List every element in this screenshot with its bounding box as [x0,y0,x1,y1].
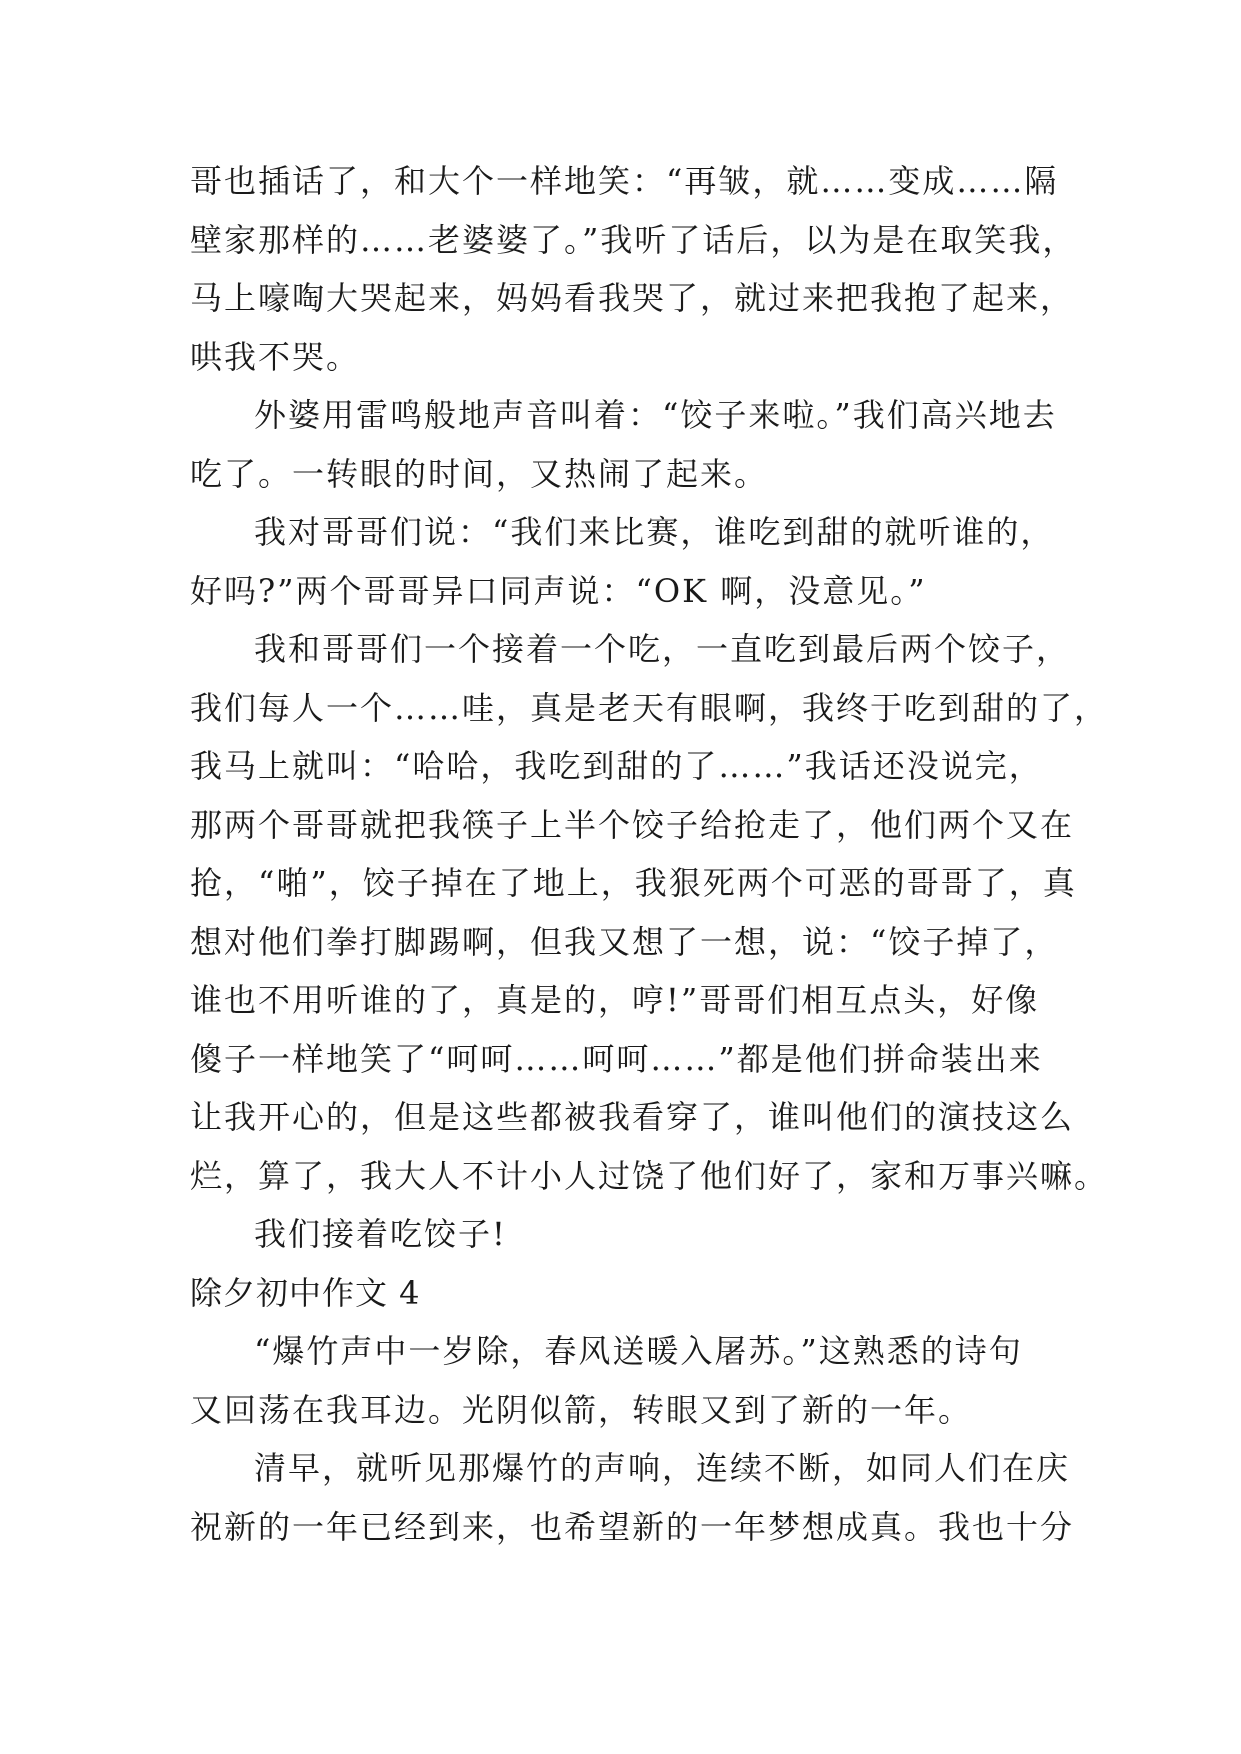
text-line: 吃了。一转眼的时间，又热闹了起来。 [190,454,769,493]
text-line: 哄我不哭。 [190,337,361,376]
text-line: 又回荡在我耳边。光阴似箭，转眼又到了新的一年。 [190,1390,973,1429]
text-line: 外婆用雷鸣般地声音叫着：“饺子来啦。”我们高兴地去 [254,396,1057,434]
text-line: 壁家那样的……老婆婆了。”我听了话后，以为是在取笑我， [190,220,1077,259]
section-heading [190,1264,1070,1323]
text-line: 抢，“啪”，饺子掉在了地上，我狠死两个可恶的哥哥了，真 [190,864,1077,902]
text-line: 马上嚎啕大哭起来，妈妈看我哭了，就过来把我抱了起来， [190,279,1075,317]
text-line: 我马上就叫：“哈哈，我吃到甜的了……”我话还没说完， [190,747,1043,785]
paragraph [190,1439,1075,1556]
text-line: 我们每人一个……哇，真是老天有眼啊，我终于吃到甜的了， [190,688,1109,727]
text-line: 那两个哥哥就把我筷子上半个饺子给抢走了，他们两个又在 [190,805,1075,844]
paragraph [190,1322,1070,1439]
paragraph [190,1205,1070,1264]
paragraph [190,620,1109,1205]
text-line: 哥也插话了，和大个一样地笑：“再皱，就……变成……隔 [190,162,1059,200]
paragraph [190,386,1070,503]
text-line: 清早，就听见那爆竹的声响，连续不断，如同人们在庆 [254,1449,1071,1487]
text-line: 我和哥哥们一个接着一个吃，一直吃到最后两个饺子， [254,630,1071,668]
text-line: 我对哥哥们说：“我们来比赛，谁吃到甜的就听谁的， [254,513,1055,551]
text-line: 想对他们拳打脚踢啊，但我又想了一想，说：“饺子掉了， [190,922,1059,961]
text-line: 烂，算了，我大人不计小人过饶了他们好了，家和万事兴嘛。 [190,1156,1109,1195]
paragraph [190,152,1077,386]
text-line: “爆竹声中一岁除，春风送暖入屠苏。”这熟悉的诗句 [254,1332,1023,1370]
paragraph [190,503,1070,620]
text-line: 祝新的一年已经到来，也希望新的一年梦想成真。我也十分 [190,1507,1075,1546]
text-line: 谁也不用听谁的了，真是的，哼!”哥哥们相互点头，好像 [190,981,1040,1019]
text-line: 让我开心的，但是这些都被我看穿了，谁叫他们的演技这么 [190,1098,1075,1136]
document-body [190,152,1109,1556]
text-line: 傻子一样地笑了“呵呵……呵呵……”都是他们拼命装出来 [190,1039,1043,1078]
text-line: 好吗?”两个哥哥异口同声说：“OK 啊，没意见。” [190,571,927,610]
heading-text: 除夕初中作文 4 [190,1273,421,1312]
text-line: 我们接着吃饺子! [254,1215,507,1253]
